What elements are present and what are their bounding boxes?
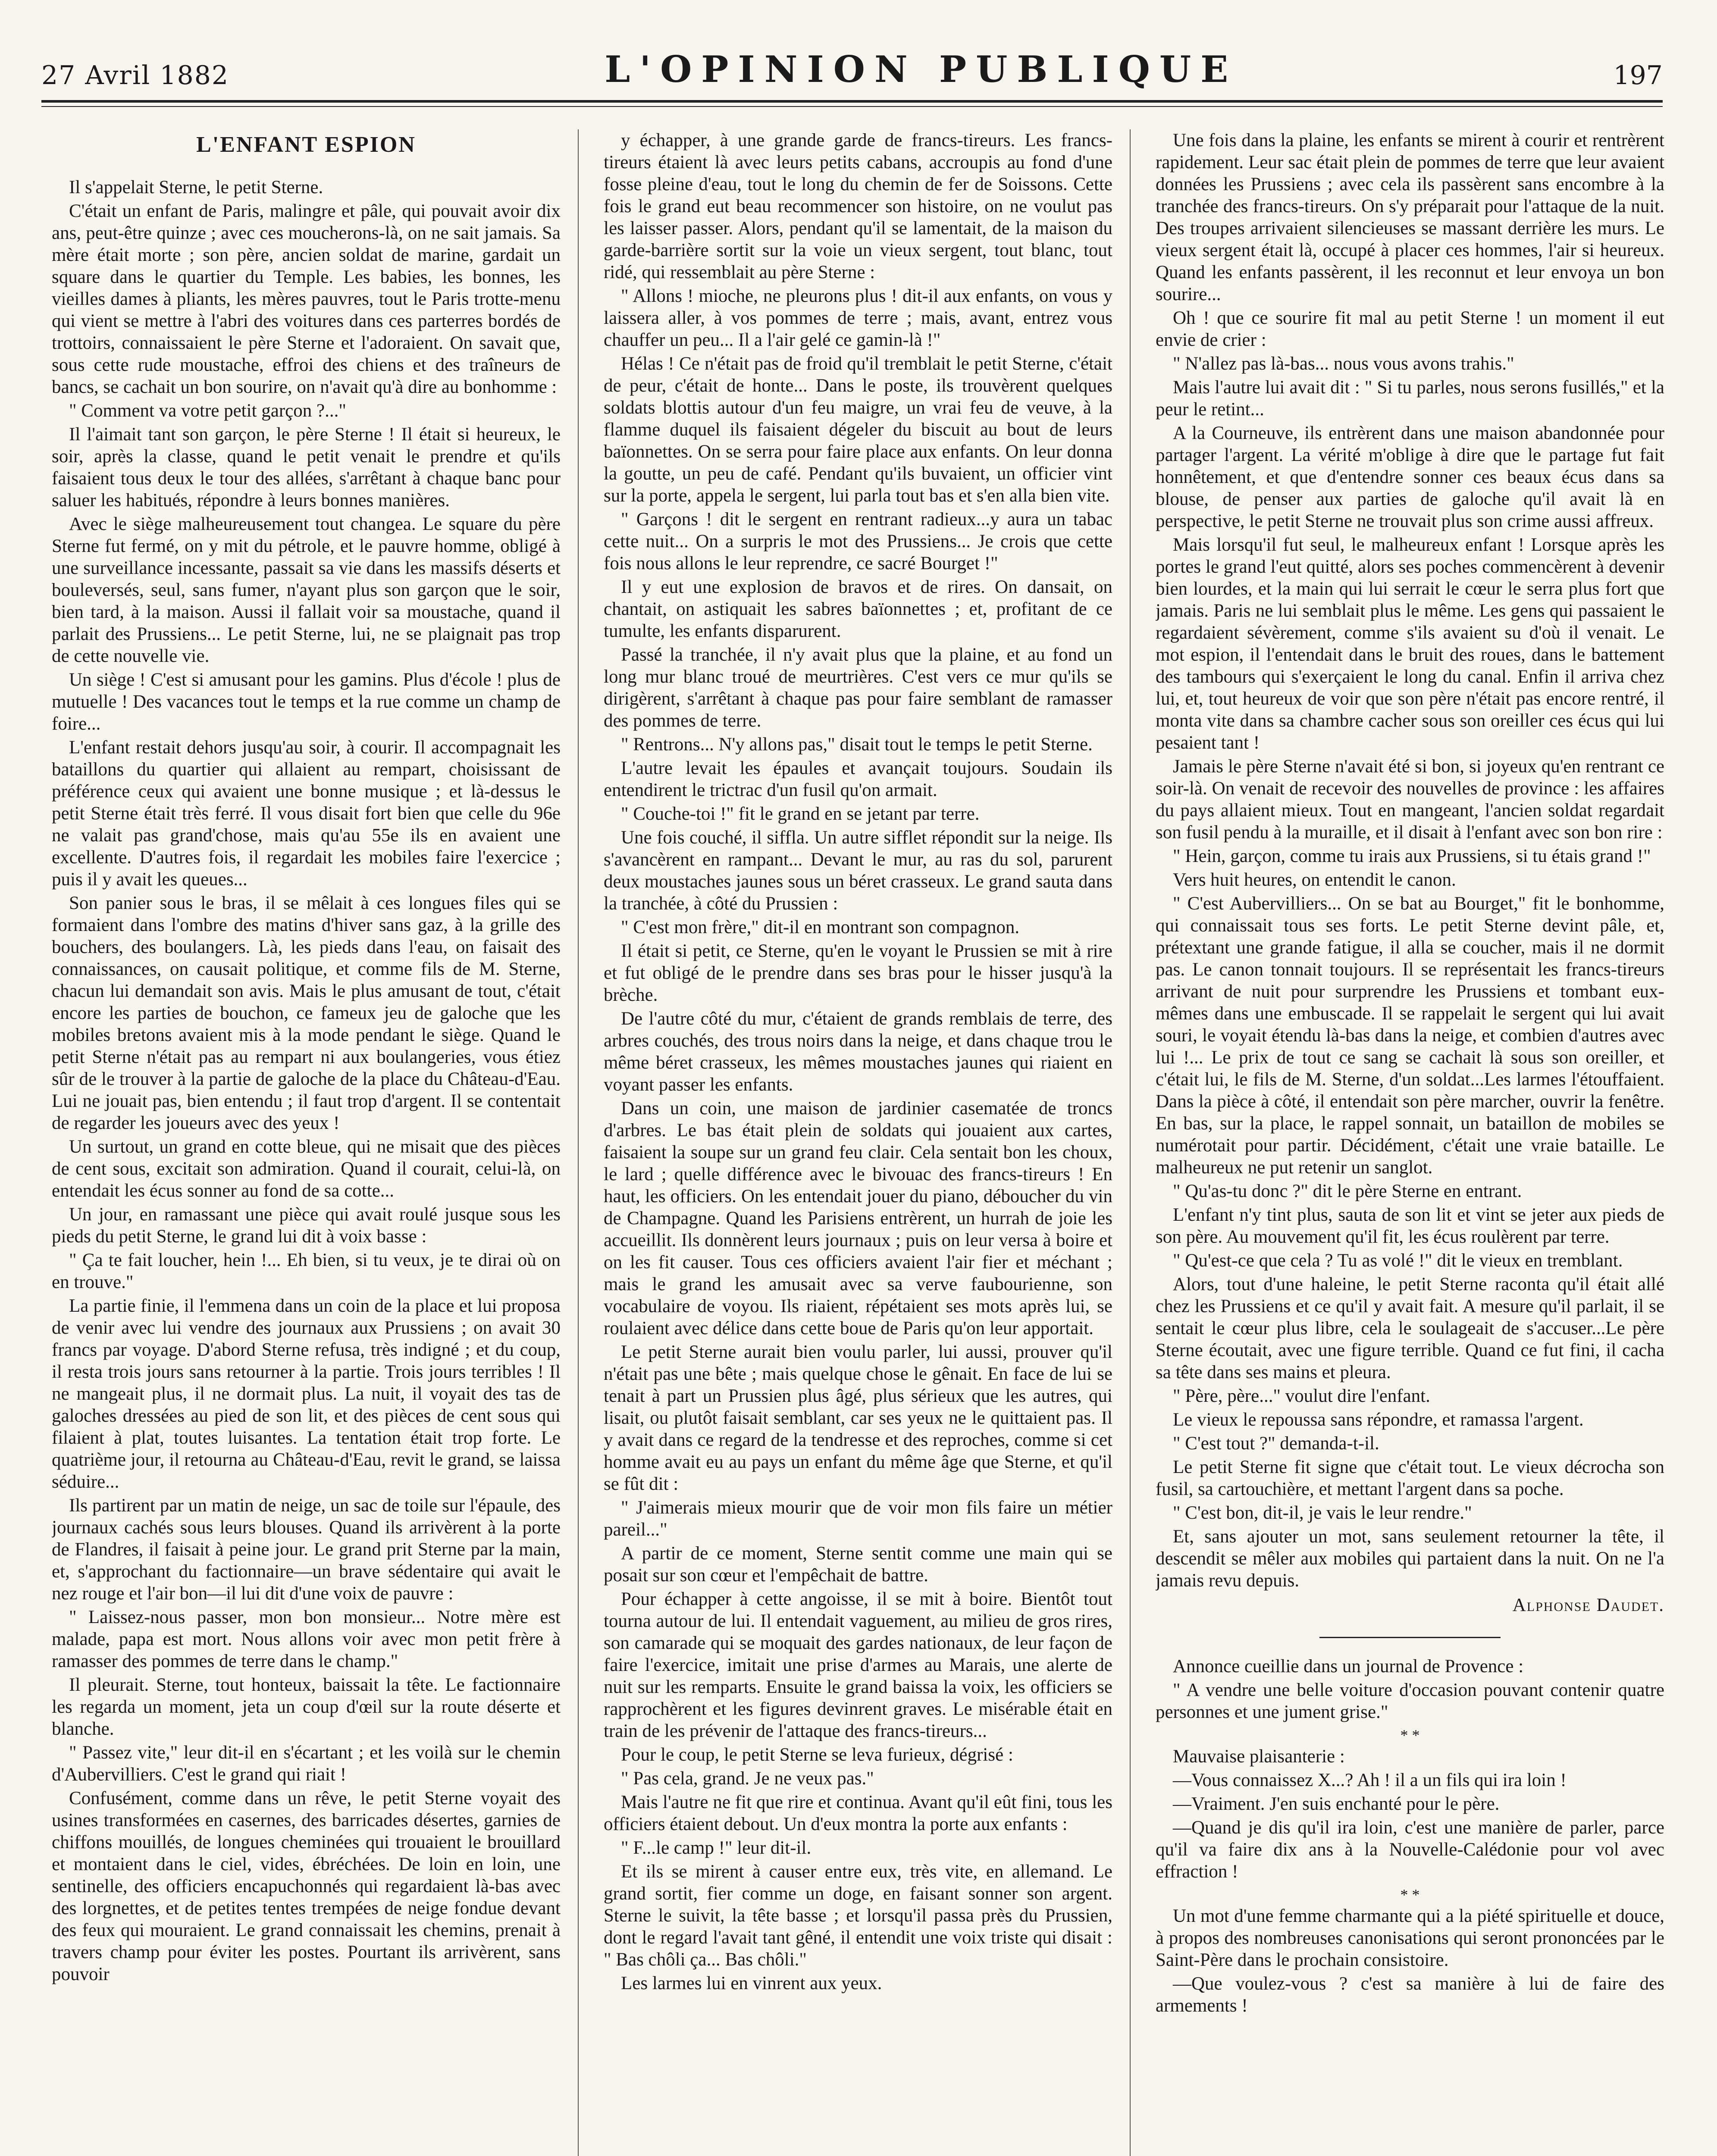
article-paragraph: Passé la tranchée, il n'y avait plus que la plaine, et au fond un long mur blanc troué de meurtrières. C'est vers ce mur qu'ils se dirigèrent, s'arrêtant à chaque pas pour faire semblant de ramasser des pommes de terre. xyxy=(604,645,1112,731)
article-paragraph: Le petit Sterne fit signe que c'était tout. Le vieux décrocha son fusil, sa cartouchière, et mettant l'argent dans sa poche. xyxy=(1156,1457,1664,1499)
miscellany-paragraph: " A vendre une belle voiture d'occasion pouvant contenir quatre personnes et une jument grise." xyxy=(1156,1680,1664,1722)
article-paragraph: Une fois couché, il siffla. Un autre sifflet répondit sur la neige. Ils s'avancèrent en rampant... Devant le mur, au ras du sol, parurent deux moustaches jaunes sous un béret crasseux. Le grand sauta dans la tranchée, à côté du Prussien : xyxy=(604,827,1112,914)
article-paragraph: Hélas ! Ce n'était pas de froid qu'il tremblait le petit Sterne, c'était de peur, c'était de honte... Dans le poste, ils trouvèrent quelques soldats blottis autour d'un feu maigre, un vrai feu de veuve, à la flamme duquel ils faisaient dégeler du biscuit au bout de leurs baïonnettes. On se serra pour faire place aux enfants. On leur donna la goutte, un peu de café. Pendant qu'ils buvaient, un officier vint sur la porte, appela le sergent, lui parla tout bas et s'en alla bien vite. xyxy=(604,354,1112,506)
column-3 xyxy=(1156,129,1664,2156)
article-paragraph: Jamais le père Sterne n'avait été si bon, si joyeux qu'en rentrant ce soir-là. On venait de recevoir des nouvelles de province : les affaires du pays allaient mieux. Tout en mangeant, l'ancien soldat regardait son fusil pendu à la muraille, et il disait à l'enfant avec son bon rire : xyxy=(1156,756,1664,843)
article-paragraph: L'enfant restait dehors jusqu'au soir, à courir. Il accompagnait les bataillons du quartier qui allaient au rempart, choisissant de préférence ceux qui avaient une bonne musique ; et là-dessus le petit Sterne était très ferré. Il vous disait fort bien que celle du 96e ne valait pas grand'chose, mais qu'au 55e ils en avaient une excellente. D'autres fois, il regardait les mobiles faire l'exercice ; puis il y avait les queues... xyxy=(52,737,561,890)
newspaper-title: L'OPINION PUBLIQUE xyxy=(605,48,1238,91)
asterism-divider: * * xyxy=(1400,1727,1420,1744)
article-paragraph: " N'allez pas là-bas... nous vous avons trahis." xyxy=(1173,354,1514,374)
miscellany-paragraph: Mauvaise plaisanterie : xyxy=(1173,1746,1345,1767)
article-title: L'ENFANT ESPION xyxy=(196,132,416,157)
article-paragraph: La partie finie, il l'emmena dans un coin de la place et lui proposa de venir avec lui vendre des journaux aux Prussiens ; on avait 30 francs par voyage. D'abord Sterne refusa, très indigné ; et du coup, il resta trois jours sans retourner à la partie. Trois jours terribles ! Il ne mangeait plus, il ne dormait plus. La nuit, il voyait des tas de galoches dressées au pied de son lit, et des pièces de cent sous qui filaient à plat, toutes luisantes. La tentation était trop forte. Le quatrième jour, il retourna au Château-d'Eau, revit le grand, se laissa séduire... xyxy=(52,1296,561,1492)
article-paragraph: Dans un coin, une maison de jardinier casematée de troncs d'arbres. Le bas était plein de soldats qui jouaient aux cartes, faisaient la soupe sur un grand feu clair. Cela sentait bon les choux, le lard ; quelle différence avec le bivouac des francs-tireurs ! En haut, les officiers. On les entendait jouer du piano, déboucher du vin de Champagne. Quand les Parisiens entrèrent, un hurrah de joie les accueillit. Ils donnèrent leurs journaux ; puis on leur versa à boire et on les fit causer. Tous ces officiers avaient l'air fier et méchant ; mais le grand les amusait avec sa verve faubourienne, son vocabulaire de voyou. Ils riaient, répétaient ses mots après lui, se roulaient avec délice dans cette boue de Paris qu'on leur apportait. xyxy=(604,1098,1112,1338)
article-paragraph: Pour le coup, le petit Sterne se leva furieux, dégrisé : xyxy=(621,1745,1013,1765)
article-paragraph: " C'est bon, dit-il, je vais le leur rendre." xyxy=(1173,1503,1472,1523)
article-paragraph: Un surtout, un grand en cotte bleue, qui ne misait que des pièces de cent sous, excitait son admiration. Quand il courait, celui-là, on entendait les écus sonner au fond de sa cotte... xyxy=(52,1137,561,1201)
article-paragraph: Confusément, comme dans un rêve, le petit Sterne voyait des usines transformées en casernes, des barricades désertes, garnies de chiffons mouillés, de longues cheminées qui trouaient le brouillard et montaient dans le ciel, vides, ébréchées. De loin en loin, une sentinelle, des officiers encapuchonnés qui regardaient là-bas avec des lorgnettes, et de petites tentes trempées de neige fondue devant des feux qui mouraient. Le grand connaissait les chemins, prenait à travers champ pour éviter les postes. Pourtant ils arrivèrent, sans pouvoir xyxy=(52,1788,561,1984)
article-paragraph: " Père, père..." voulut dire l'enfant. xyxy=(1173,1386,1430,1406)
article-paragraph: " Qu'est-ce que cela ? Tu as volé !" dit le vieux en tremblant. xyxy=(1173,1250,1623,1271)
article-paragraph: y échapper, à une grande garde de francs-tireurs. Les francs-tireurs étaient là avec leurs petits cabans, accroupis au fond d'une fosse pleine d'eau, tout le long du chemin de fer de Soissons. Cette fois le grand eut beau recommencer son histoire, on ne voulut pas les laisser passer. Alors, pendant qu'il se lamentait, de la maison du garde-barrière sortit sur la voie un vieux sergent, tout blanc, tout ridé, qui ressemblait au père Sterne : xyxy=(604,130,1112,282)
article-paragraph: " Couche-toi !" fit le grand en se jetant par terre. xyxy=(621,804,980,824)
article-paragraph: Il était si petit, ce Sterne, qu'en le voyant le Prussien se mit à rire et fut obligé de le prendre dans ses bras pour le hisser jusqu'à la brèche. xyxy=(604,941,1112,1005)
masthead-rule-thin xyxy=(41,106,1663,107)
article-paragraph: Oh ! que ce sourire fit mal au petit Sterne ! un moment il eut envie de crier : xyxy=(1156,308,1664,350)
page-number: 197 xyxy=(1613,60,1663,91)
article-paragraph: Et, sans ajouter un mot, sans seulement retourner la tête, il descendit se mêler aux mobiles qui partaient dans la nuit. On ne l'a jamais revu depuis. xyxy=(1156,1526,1664,1591)
miscellany-section xyxy=(1156,1655,1664,2017)
article-paragraph: " C'est tout ?" demanda-t-il. xyxy=(1173,1433,1379,1454)
miscellany-paragraph: —Vous connaissez X...? Ah ! il a un fils qui ira loin ! xyxy=(1173,1770,1567,1790)
column-divider xyxy=(578,129,579,2156)
miscellany-paragraph: Un mot d'une femme charmante qui a la piété spirituelle et douce, à propos des nombreuses canonisations qui seront prononcées par le Saint-Père dans le prochain consistoire. xyxy=(1156,1906,1664,1970)
article-paragraph: De l'autre côté du mur, c'étaient de grands remblais de terre, des arbres couchés, des trous noirs dans la neige, et dans chaque trou le même béret crasseux, les mêmes moustaches jaunes qui riaient en voyant passer les enfants. xyxy=(604,1009,1112,1095)
article-paragraph: Mais lorsqu'il fut seul, le malheureux enfant ! Lorsque après les portes le grand l'eut quitté, alors ses poches commencèrent à devenir bien lourdes, et la main qui lui serrait le cœur le serra plus fort que jamais. Paris ne lui semblait plus le même. Les gens qui passaient le regardaient sévèrement, comme s'ils avaient su d'où il venait. Le mot espion, il l'entendait dans le bruit des roues, dans le battement des tambours qui s'exerçaient le long du canal. Enfin il arriva chez lui, et, tout heureux de voir que son père n'était pas encore rentré, il monta vite dans sa chambre cacher sous son oreiller ces écus qui lui pesaient tant ! xyxy=(1156,535,1664,753)
article-paragraph: Pour échapper à cette angoisse, il se mit à boire. Bientôt tout tourna autour de lui. Il entendait vaguement, au milieu de gros rires, son camarade qui se moquait des gardes nationaux, de leur façon de faire l'exercice, imitait une prise d'armes au Marais, une alerte de nuit sur les remparts. Ensuite le grand baissa la voix, les officiers se rapprochèrent et les figures devinrent graves. Le misérable était en train de les prévenir de l'attaque des francs-tireurs... xyxy=(604,1589,1112,1741)
article-paragraph: L'autre levait les épaules et avançait toujours. Soudain ils entendirent le trictrac d'un fusil qu'on armait. xyxy=(604,758,1112,800)
miscellany-paragraph: Annonce cueillie dans un journal de Provence : xyxy=(1173,1656,1524,1677)
section-separator xyxy=(1319,1637,1501,1638)
article-paragraph: Il s'appelait Sterne, le petit Sterne. xyxy=(69,177,323,197)
article-paragraph: " F...le camp !" leur dit-il. xyxy=(621,1838,812,1858)
article-paragraph: " C'est mon frère," dit-il en montrant son compagnon. xyxy=(621,917,1020,937)
article-paragraph: Les larmes lui en vinrent aux yeux. xyxy=(621,1973,882,1993)
article-paragraph: " Laissez-nous passer, mon bon monsieur... Notre mère est malade, papa est mort. Nous allons voir avec mon petit frère à ramasser des pommes de terre dans le champ." xyxy=(52,1607,561,1671)
article-paragraph: Avec le siège malheureusement tout changea. Le square du père Sterne fut fermé, on y mit du pétrole, et le pauvre homme, obligé à une surveillance incessante, passait sa vie dans les massifs déserts et bouleversés, seul, sans fumer, n'ayant plus son garçon que le soir, bien tard, à la maison. Aussi il fallait voir sa moustache, quand il parlait des Prussiens... Le petit Sterne, lui, ne se plaignait pas trop de cette nouvelle vie. xyxy=(52,514,561,666)
miscellany-paragraph: —Vraiment. J'en suis enchanté pour le père. xyxy=(1173,1794,1500,1814)
article-paragraph: " Qu'as-tu donc ?" dit le père Sterne en entrant. xyxy=(1173,1181,1522,1201)
article-paragraph: " Comment va votre petit garçon ?..." xyxy=(69,401,346,421)
article-paragraph: " Hein, garçon, comme tu irais aux Prussiens, si tu étais grand !" xyxy=(1173,846,1651,866)
article-paragraph: A partir de ce moment, Sterne sentit comme une main qui se posait sur son cœur et l'empêchait de battre. xyxy=(604,1543,1112,1586)
article-paragraph: Il pleurait. Sterne, tout honteux, baissait la tête. Le factionnaire les regarda un moment, jeta un coup d'œil sur la route déserte et blanche. xyxy=(52,1675,561,1739)
article-paragraph: Ils partirent par un matin de neige, un sac de toile sur l'épaule, des journaux cachés sous leurs blouses. Quand ils arrivèrent à la porte de Flandres, il faisait à peine jour. Le grand prit Sterne par la main, et, s'approchant du factionnaire—un brave sédentaire qui avait le nez rouge et l'air bon—il lui dit d'une voix de pauvre : xyxy=(52,1495,561,1604)
article-paragraph: Vers huit heures, on entendit le canon. xyxy=(1173,870,1456,890)
issue-date: 27 Avril 1882 xyxy=(41,60,229,91)
column-2 xyxy=(604,129,1112,2156)
article-paragraph: Un jour, en ramassant une pièce qui avait roulé jusque sous les pieds du petit Sterne, le grand lui dit à voix basse : xyxy=(52,1204,561,1247)
article-paragraph: Alors, tout d'une haleine, le petit Sterne raconta qu'il était allé chez les Prussiens et ce qu'il y avait fait. A mesure qu'il parlait, il se sentait le cœur plus libre, cela le soulageait de s'accuser...Le père Sterne écoutait, avec une figure terrible. Quand ce fut fini, il cacha sa tête dans ses mains et pleura. xyxy=(1156,1274,1664,1382)
article-paragraph: " Passez vite," leur dit-il en s'écartant ; et les voilà sur le chemin d'Aubervilliers. C'est le grand qui riait ! xyxy=(52,1742,561,1785)
article-paragraph: Mais l'autre ne fit que rire et continua. Avant qu'il eût fini, tous les officiers étaient debout. Un d'eux montra la porte aux enfants : xyxy=(604,1792,1112,1834)
article-paragraph: L'enfant n'y tint plus, sauta de son lit et vint se jeter aux pieds de son père. Au mouvement qu'il fit, les écus roulèrent par terre. xyxy=(1156,1205,1664,1247)
article-paragraph: Le vieux le repoussa sans répondre, et ramassa l'argent. xyxy=(1173,1410,1584,1430)
article-paragraph: C'était un enfant de Paris, malingre et pâle, qui pouvait avoir dix ans, peut-être quinze ; avec ces moucherons-là, on ne sait jamais. Sa mère était morte ; son père, ancien soldat de marine, gardait un square dans le quartier du Temple. Les babies, les bonnes, les vieilles dames à pliants, les mères pauvres, tout le Paris trotte-menu qui vient se mettre à l'abri des voitures dans ces parterres bordés de trottoirs, connaissaient le père Sterne et l'adoraient. On savait que, sous cette rude moustache, effroi des chiens et des traîneurs de bancs, se cachait un bon sourire, on n'avait qu'à dire au bonhomme : xyxy=(52,201,561,397)
column-divider xyxy=(1130,129,1131,2156)
article-paragraph: Une fois dans la plaine, les enfants se mirent à courir et rentrèrent rapidement. Leur sac était plein de pommes de terre que leur avaient données les Prussiens ; avec cela ils passèrent sans encombre à la tranchée des francs-tireurs. On s'y préparait pour l'attaque de la nuit. Des troupes arrivaient silencieuses se massant derrière les murs. Le vieux sergent était là, occupé à placer ces hommes, l'air si heureux. Quand les enfants passèrent, il les reconnut et leur envoya un bon sourire... xyxy=(1156,130,1664,304)
article-paragraph: " Garçons ! dit le sergent en rentrant radieux...y aura un tabac cette nuit... On a surpris le mot des Prussiens... Je crois que cette fois nous allons le leur reprendre, ce sacré Bourget !" xyxy=(604,509,1112,573)
miscellany-paragraph: —Que voulez-vous ? c'est sa manière à lui de faire des armements ! xyxy=(1156,1974,1664,2016)
article-paragraph: Un siège ! C'est si amusant pour les gamins. Plus d'école ! plus de mutuelle ! Des vacances tout le temps et la rue comme un champ de foire... xyxy=(52,670,561,734)
article-paragraph: " J'aimerais mieux mourir que de voir mon fils faire un métier pareil..." xyxy=(604,1498,1112,1540)
masthead-rule xyxy=(41,100,1663,103)
asterism-divider: * * xyxy=(1400,1886,1420,1903)
article-paragraph: " Ça te fait loucher, hein !... Eh bien, si tu veux, je te dirai où on en trouve." xyxy=(52,1250,561,1292)
article-paragraph: " Pas cela, grand. Je ne veux pas." xyxy=(621,1768,874,1789)
article-paragraph: Il y eut une explosion de bravos et de rires. On dansait, on chantait, on astiquait les sabres baïonnettes ; et, profitant de ce tumulte, les enfants disparurent. xyxy=(604,577,1112,641)
article-paragraph: " Rentrons... N'y allons pas," disait tout le temps le petit Sterne. xyxy=(621,734,1093,755)
article-paragraph: Mais l'autre lui avait dit : " Si tu parles, nous serons fusillés," et la peur le retint... xyxy=(1156,377,1664,420)
column-1 xyxy=(52,129,561,2156)
article-paragraph: Il l'aimait tant son garçon, le père Sterne ! Il était si heureux, le soir, après la classe, quand le petit venait le prendre et qu'ils faisaient tous deux le tour des allées, s'arrêtant à chaque banc pour saluer les habitués, répondre à leurs bonnes manières. xyxy=(52,424,561,511)
article-paragraph: " Allons ! mioche, ne pleurons plus ! dit-il aux enfants, on vous y laissera aller, à vos pommes de terre ; mais, avant, entrez vous chauffer un peu... Il a l'air gelé ce gamin-là !" xyxy=(604,286,1112,350)
article-paragraph: Son panier sous le bras, il se mêlait à ces longues files qui se formaient dans l'ombre des matins d'hiver sans gaz, à la grille des bouchers, des boulangers. Là, les pieds dans l'eau, on faisait des connaissances, on causait politique, et comme fils de M. Sterne, chacun lui demandait son avis. Mais le plus amusant de tout, c'était encore les parties de bouchon, ce fameux jeu de galoche que les mobiles bretons avaient mis à la mode pendant le siège. Quand le petit Sterne n'était pas au rempart ni aux boulangeries, vous étiez sûr de le trouver à la partie de galoche de la place du Château-d'Eau. Lui ne jouait pas, bien entendu ; il faut trop d'argent. Il se contentait de regarder les joueurs avec des yeux ! xyxy=(52,893,561,1133)
article-paragraph: Et ils se mirent à causer entre eux, très vite, en allemand. Le grand sortit, fier comme un doge, en faisant sonner son argent. Sterne le suivit, la tête basse ; et lorsqu'il passa près du Prussien, dont le regard l'avait tant gêné, il entendit une voix triste qui disait : " Bas chôli ça... Bas chôli." xyxy=(604,1861,1112,1970)
author-signature: Alphonse Daudet. xyxy=(1512,1595,1664,1615)
miscellany-paragraph: —Quand je dis qu'il ira loin, c'est une manière de parler, parce qu'il va faire dix ans à la Nouvelle-Calédonie pour vol avec effraction ! xyxy=(1156,1818,1664,1882)
masthead xyxy=(41,48,1663,91)
article-paragraph: Le petit Sterne aurait bien voulu parler, lui aussi, prouver qu'il n'était pas une bête ; mais quelque chose le gênait. En face de lui se tenait à part un Prussien plus âgé, plus sérieux que les autres, qui lisait, ou plutôt faisait semblant, car ses yeux ne le quittaient pas. Il y avait dans ce regard de la tendresse et des reproches, comme si cet homme avait eu au pays un enfant du même âge que Sterne, et qu'il se fût dit : xyxy=(604,1342,1112,1494)
article-paragraph: A la Courneuve, ils entrèrent dans une maison abandonnée pour partager l'argent. La vérité m'oblige à dire que le partage fut fait honnêtement, et que d'entendre sonner ces beaux écus dans sa blouse, de penser aux parties de galoche qu'il avait là en perspective, le petit Sterne ne trouvait plus son crime aussi affreux. xyxy=(1156,423,1664,531)
article-paragraph: " C'est Aubervilliers... On se bat au Bourget," fit le bonhomme, qui connaissait tous ses forts. Le petit Sterne devint pâle, et, prétextant une grande fatigue, il alla se coucher, mais il ne dormit pas. Le canon tonnait toujours. Il se représentait les francs-tireurs arrivant de nuit pour surprendre les Prussiens et tombant eux-mêmes dans une embuscade. Il se rappelait le sergent qui lui avait souri, le voyait étendu là-bas dans la neige, et combien d'autres avec lui !... Le prix de tout ce sang se cachait là sous son oreiller, et c'était lui, le fils de M. Sterne, d'un soldat...Les larmes l'étouffaient. Dans la pièce à côté, il entendait son père marcher, ouvrir la fenêtre. En bas, sur la place, le rappel sonnait, un bataillon de mobiles se numérotait pour partir. Décidément, c'était une vraie bataille. Le malheureux ne put retenir un sanglot. xyxy=(1156,893,1664,1178)
